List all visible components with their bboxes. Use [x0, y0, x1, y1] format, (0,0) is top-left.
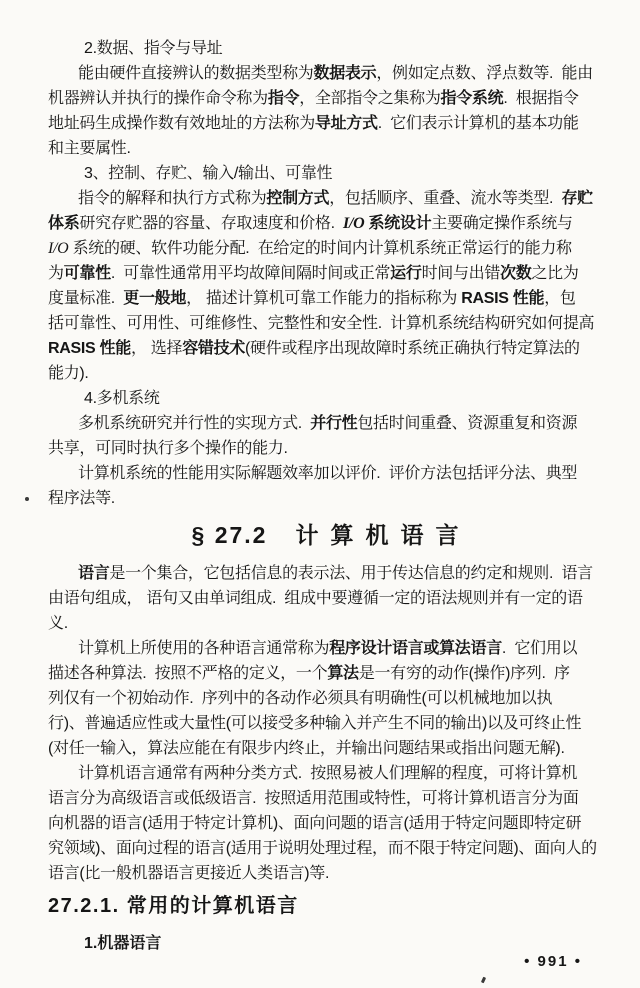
text-segment: I/O: [48, 240, 69, 257]
text-line: [48, 286, 614, 311]
text-line: [48, 186, 614, 211]
text-line: [48, 561, 614, 586]
text-line: [48, 211, 614, 236]
text-segment: ， 选择: [130, 340, 183, 357]
text-line: [48, 586, 614, 611]
text-segment: 2.数据、指令与导址: [84, 40, 223, 57]
text-segment: 容错技术: [182, 340, 246, 357]
text-segment: 程序设计语言或算法语言: [329, 640, 502, 657]
text-segment: 是一个集合，它包括信息的表示法、用于传达信息的约定和规则. 语言: [109, 565, 593, 582]
text-segment: 3、控制、存贮、输入/输出、可靠性: [84, 165, 333, 182]
text-segment: 指令的解释和执行方式称为: [78, 190, 267, 207]
text-segment: 度量标准.: [48, 290, 124, 307]
text-segment: 程序法等.: [48, 490, 115, 507]
text-segment: (对任一输入，算法应能在有限步内终止，并输出问题结果或指出问题无解).: [48, 740, 565, 757]
text-line: [48, 811, 614, 836]
text-segment: 机器辨认并执行的操作命令称为: [48, 90, 268, 107]
text-line: [48, 636, 614, 661]
text-segment: 可靠性: [63, 265, 111, 282]
text-segment: 之比为: [531, 265, 579, 282]
text-segment: RASIS 性能: [461, 290, 545, 307]
text-segment: . 可靠性通常用平均故障间隔时间或正常: [110, 265, 391, 282]
text-segment: 是一有穷的动作(操作)序列. 序: [358, 665, 570, 682]
section-number: § 27.2: [191, 522, 268, 548]
text-segment: 控制方式: [266, 190, 330, 207]
numbered-heading: [48, 161, 614, 186]
text-line: [48, 86, 614, 111]
text-line: [48, 436, 614, 461]
text-segment: 存贮: [561, 190, 593, 207]
text-segment: 算法: [327, 665, 359, 682]
text-line: [48, 786, 614, 811]
text-segment: 究领域)、面向过程的语言(适用于说明处理过程，而不限于特定问题)、面向人的: [48, 840, 597, 857]
text-segment: 语言(比一般机器语言更接近人类语言)等.: [48, 865, 330, 882]
numbered-heading: [48, 36, 614, 61]
text-segment: (硬件或程序出现故障时系统正确执行特定算法的: [245, 340, 580, 357]
text-line: [48, 486, 614, 511]
text-segment: 地址码生成操作数有效地址的方法称为: [48, 115, 315, 132]
section-title: 计算机语言: [295, 522, 471, 548]
text-line: [48, 61, 614, 86]
text-segment: 4.多机系统: [84, 390, 160, 407]
text-segment: 系统设计: [364, 215, 432, 232]
text-segment: 数据表示: [313, 65, 377, 82]
text-segment: 并行性: [310, 415, 358, 432]
text-segment: . 它们表示计算机的基本功能: [377, 115, 579, 132]
text-segment: 导址方式: [314, 115, 378, 132]
text-segment: 指令: [267, 90, 300, 107]
text-segment: 系统的硬、软件功能分配. 在给定的时间内计算机系统正常运行的能力称: [68, 240, 572, 257]
text-line: [48, 111, 614, 136]
text-segment: 研究存贮器的容量、存取速度和价格.: [79, 215, 344, 232]
scan-speck: [481, 977, 486, 984]
text-line: [48, 861, 614, 886]
text-segment: 更一般地: [123, 290, 187, 307]
text-line: [48, 611, 614, 636]
text-segment: 体系: [48, 215, 80, 232]
text-segment: RASIS 性能: [48, 340, 131, 357]
text-segment: 包括时间重叠、资源重复和资源: [357, 415, 578, 432]
text-segment: 列仅有一个初始动作. 序列中的各动作必须具有明确性(可以机械地加以执: [48, 690, 553, 707]
text-segment: 时间与出错: [421, 265, 501, 282]
text-line: [48, 236, 614, 261]
text-segment: 语言: [78, 565, 110, 582]
text-segment: I/O: [343, 215, 365, 232]
text-line: [48, 311, 614, 336]
text-segment: 多机系统研究并行性的实现方式.: [78, 415, 311, 432]
text-segment: 主要确定操作系统与: [431, 215, 573, 232]
text-segment: 语言分为高级语言或低级语言. 按照适用范围或特性，可将计算机语言分为面: [48, 790, 579, 807]
text-line: [48, 261, 614, 286]
text-segment: 能力).: [48, 365, 89, 382]
numbered-heading: [48, 386, 614, 411]
item-heading: 1.机器语言: [84, 935, 162, 952]
text-segment: ，例如定点数、浮点数等. 能由: [376, 65, 593, 82]
text-segment: ，包括顺序、重叠、流水等类型.: [329, 190, 562, 207]
text-line: [48, 836, 614, 861]
page-number: • 991 •: [524, 953, 582, 970]
text-line: [48, 736, 614, 761]
text-line: [48, 686, 614, 711]
text-line: [48, 461, 614, 486]
text-segment: 计算机语言通常有两种分类方式. 按照易被人们理解的程度，可将计算机: [78, 765, 578, 782]
text-segment: 计算机上所使用的各种语言通常称为: [78, 640, 330, 657]
text-segment: . 它们用以: [501, 640, 578, 657]
section-text-upper: [48, 36, 614, 511]
section-text-lower: [48, 561, 614, 886]
text-segment: 括可靠性、可用性、可维修性、完整性和安全性. 计算机系统结构研究如何提高: [48, 315, 595, 332]
text-segment: ，包: [544, 290, 576, 307]
text-segment: 由语句组成， 语句又由单词组成. 组成中要遵循一定的语法规则并有一定的语: [48, 590, 583, 607]
scan-speck: [25, 497, 29, 501]
text-segment: 描述各种算法. 按照不严格的定义，一个: [48, 665, 328, 682]
text-line: [48, 411, 614, 436]
text-line: [48, 711, 614, 736]
text-line: [48, 136, 614, 161]
text-segment: 运行: [390, 265, 422, 282]
text-segment: 能由硬件直接辨认的数据类型称为: [78, 65, 314, 82]
text-segment: 向机器的语言(适用于特定计算机)、面向问题的语言(适用于特定问题即特定研: [48, 815, 582, 832]
text-segment: ， 描述计算机可靠工作能力的指标称为: [186, 290, 462, 307]
text-line: [48, 661, 614, 686]
text-line: [48, 336, 614, 361]
text-segment: . 根据指令: [503, 90, 579, 107]
text-segment: 行)、普遍适应性或大量性(可以接受多种输入并产生不同的输出)以及可终止性: [48, 715, 582, 732]
text-segment: ，全部指令之集称为: [299, 90, 441, 107]
text-line: [48, 761, 614, 786]
subsection-heading: 27.2.1. 常用的计算机语言: [48, 895, 299, 917]
text-segment: 计算机系统的性能用实际解题效率加以评价. 评价方法包括评分法、典型: [78, 465, 578, 482]
text-segment: 义.: [48, 615, 68, 632]
text-segment: 指令系统: [440, 90, 504, 107]
text-segment: 共享，可同时执行多个操作的能力.: [48, 440, 288, 457]
text-segment: 为: [48, 265, 64, 282]
section-heading: [48, 517, 614, 553]
text-line: [48, 361, 614, 386]
text-segment: 和主要属性.: [48, 140, 131, 157]
text-segment: 次数: [500, 265, 532, 282]
